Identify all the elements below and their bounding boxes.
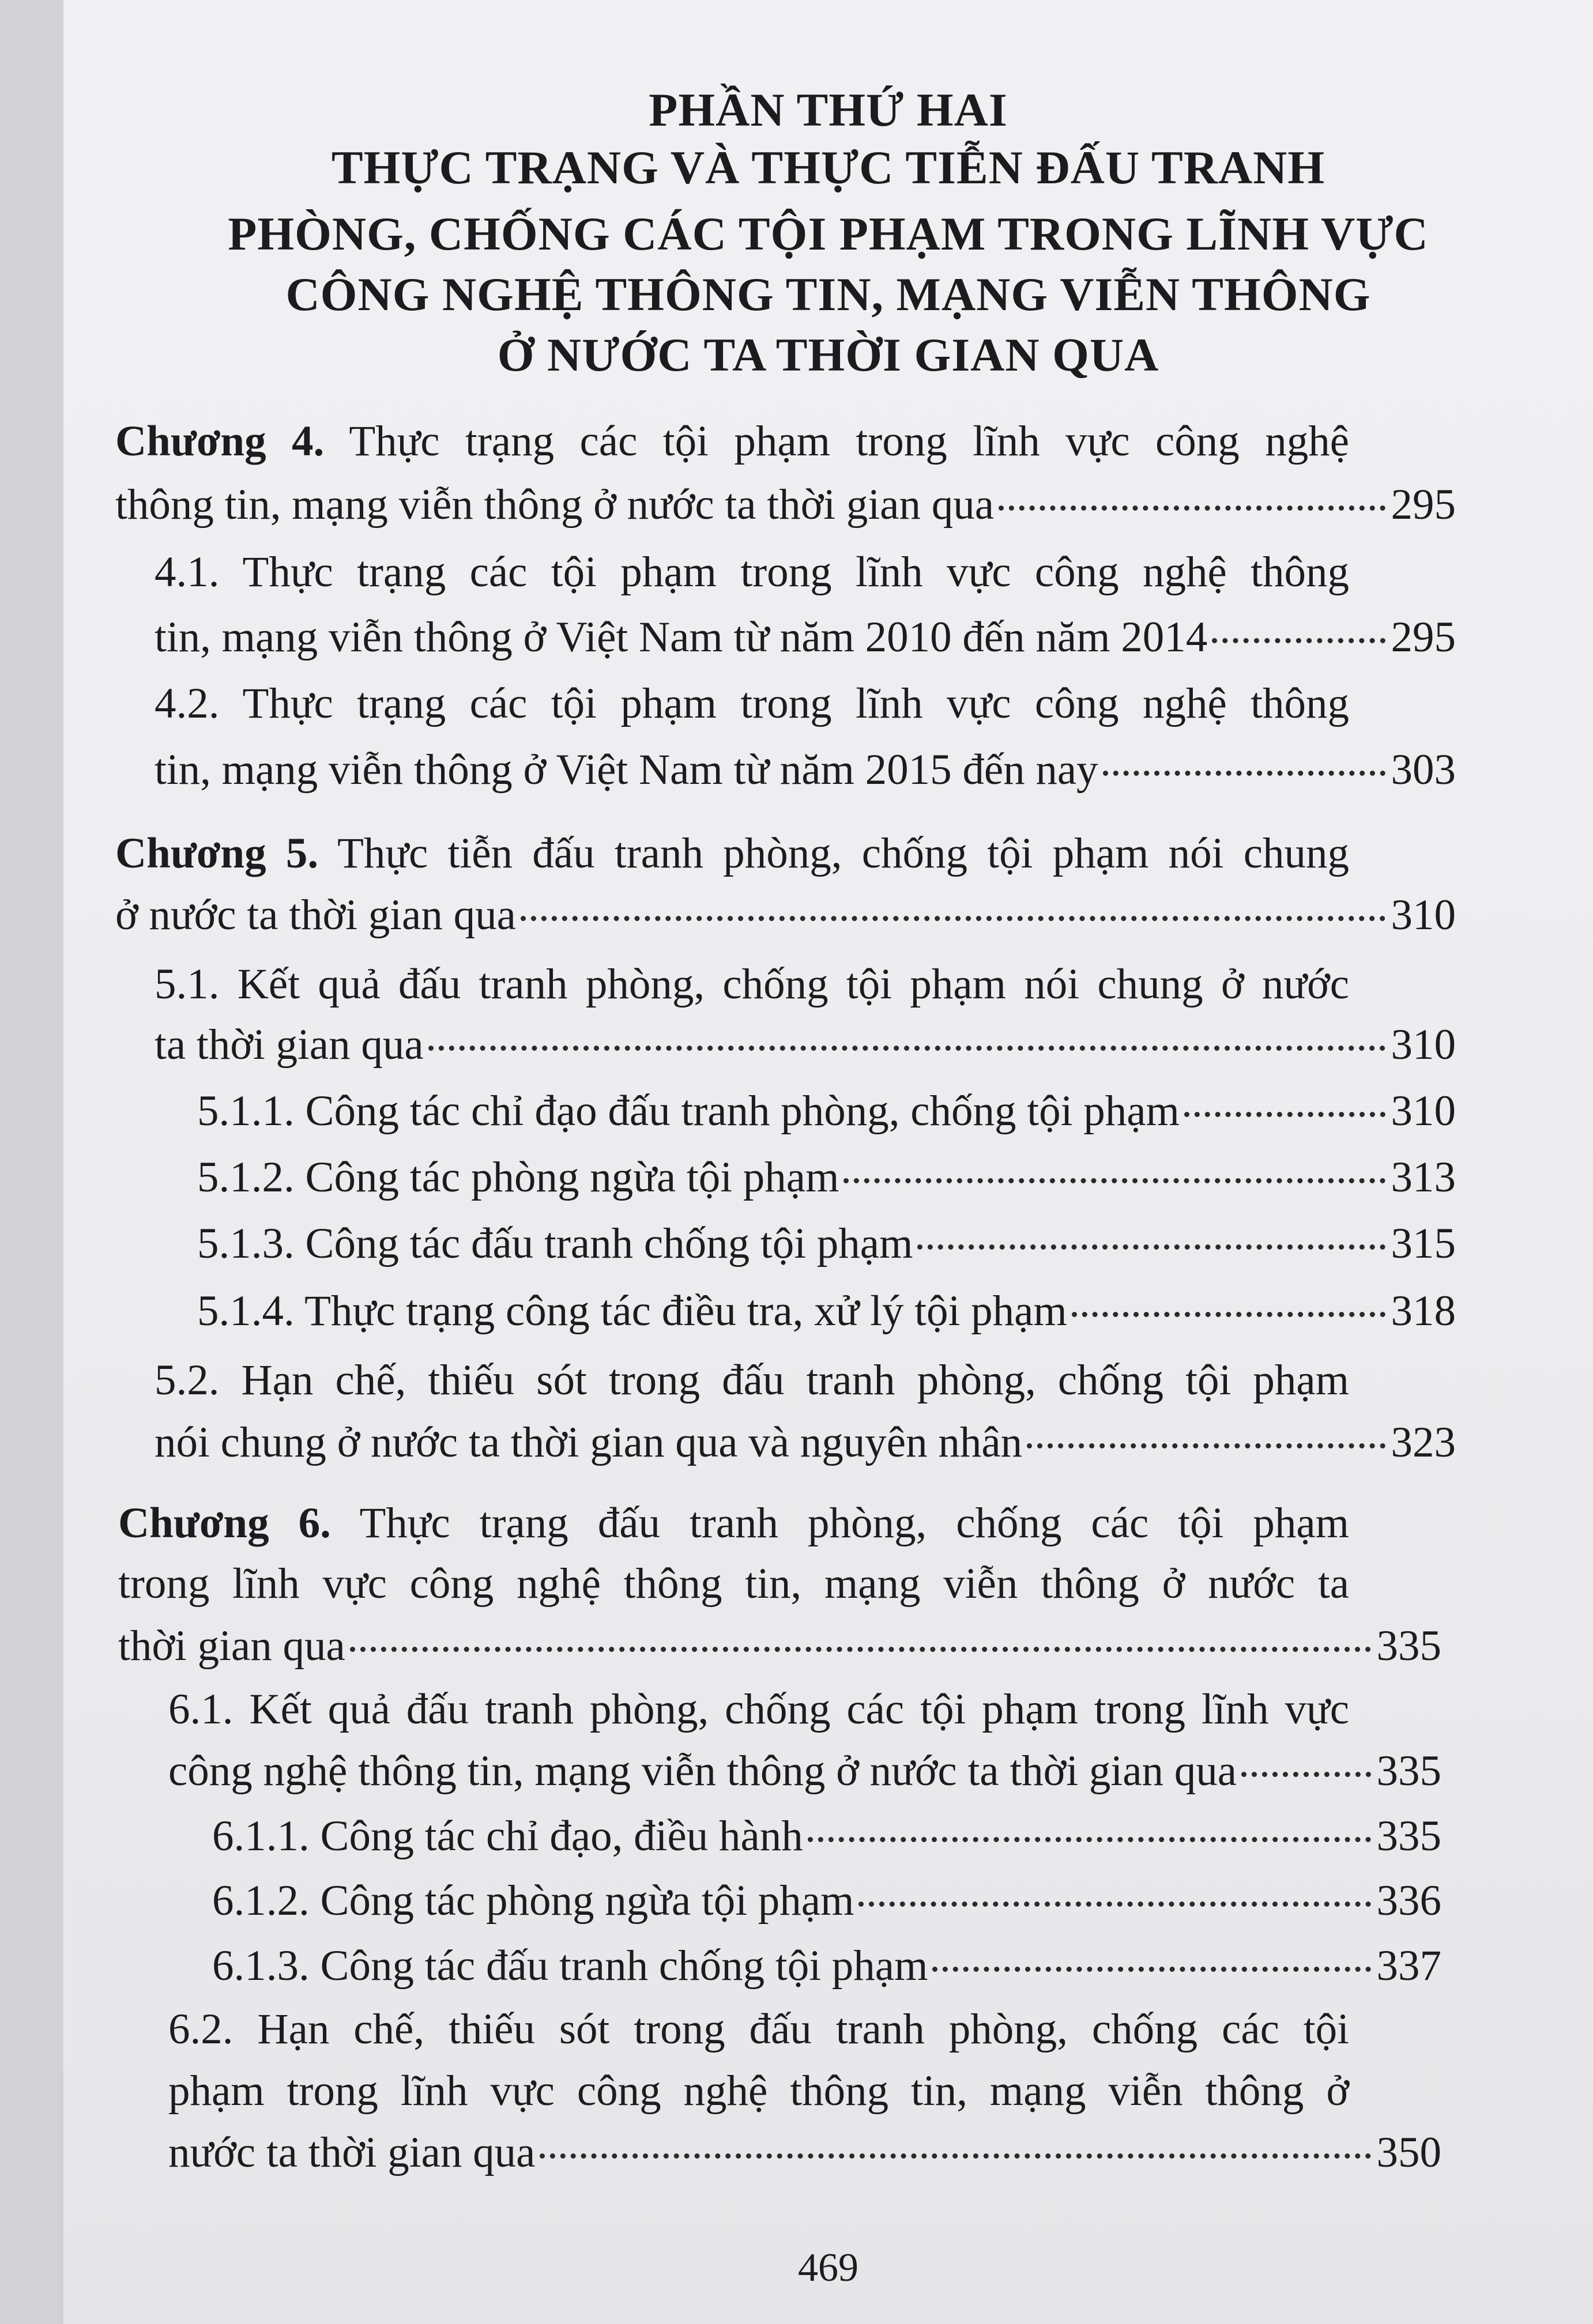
dot-leader: [843, 1178, 1385, 1183]
toc-entry-text: thông tin, mạng viễn thông ở nước ta thời gian qua: [115, 481, 994, 529]
toc-entry-text: 6.1.3. Công tác đấu tranh chống tội phạm: [212, 1942, 928, 1990]
toc-page-number: 323: [1391, 1418, 1456, 1466]
toc-chapter-5[interactable]: [115, 893, 1456, 937]
toc-subsection-5-1-3[interactable]: [197, 1222, 1456, 1265]
part-title: PHẦN THỨ HAI: [649, 84, 1008, 136]
toc-entry-text: 6.1.2. Công tác phòng ngừa tội phạm: [212, 1877, 854, 1925]
toc-subsection-6-1-3[interactable]: [212, 1942, 1441, 1990]
dot-leader: [1184, 1112, 1385, 1117]
toc-subsection-5-1-4[interactable]: [197, 1289, 1456, 1333]
toc-section-6-2-line-2[interactable]: phạm trong lĩnh vực công nghệ thông tin, mạng viễn thông ở: [168, 2067, 1349, 2115]
toc-page-number: 313: [1391, 1153, 1456, 1201]
toc-section-5-1-line-1[interactable]: 5.1. Kết quả đấu tranh phòng, chống tội phạm nói chung ở nước: [155, 960, 1349, 1008]
chapter-4-title: Thực trạng các tội phạm trong lĩnh vực công nghệ: [349, 417, 1349, 465]
toc-section-4-1-line-1[interactable]: 4.1. Thực trạng các tội phạm trong lĩnh vực công nghệ thông: [155, 548, 1349, 596]
toc-entry-text: công nghệ thông tin, mạng viễn thông ở nước ta thời gian qua: [168, 1747, 1237, 1795]
dot-leader: [999, 505, 1385, 511]
toc-section-6-1-line-1[interactable]: 6.1. Kết quả đấu tranh phòng, chống các tội phạm trong lĩnh vực: [168, 1685, 1349, 1733]
toc-section-6-2-line-1[interactable]: 6.2. Hạn chế, thiếu sót trong đấu tranh phòng, chống các tội: [168, 2005, 1349, 2053]
toc-page-number: 295: [1391, 481, 1456, 529]
toc-subsection-5-1-1[interactable]: [197, 1089, 1456, 1133]
dot-leader: [428, 1046, 1385, 1051]
toc-entry-text: ta thời gian qua: [155, 1021, 424, 1069]
toc-page-number: 295: [1391, 613, 1456, 661]
chapter-5-title: Thực tiễn đấu tranh phòng, chống tội phạm nói chung: [337, 829, 1349, 877]
toc-page-number: 310: [1391, 1021, 1456, 1069]
dot-leader: [1027, 1443, 1385, 1448]
toc-page-number: 310: [1391, 891, 1456, 939]
chapter-6-label: Chương 6.: [118, 1499, 331, 1547]
toc-chapter-6-line-2[interactable]: trong lĩnh vực công nghệ thông tin, mạng viễn thông ở nước ta: [118, 1560, 1349, 1608]
toc-section-6-2[interactable]: [168, 2131, 1441, 2174]
chapter-6-title: Thực trạng đấu tranh phòng, chống các tội phạm: [359, 1499, 1349, 1547]
toc-chapter-5-line-1[interactable]: [115, 829, 1349, 877]
dot-leader: [521, 916, 1385, 921]
toc-subsection-6-1-1[interactable]: [212, 1814, 1441, 1858]
chapter-5-label: Chương 5.: [115, 829, 319, 877]
toc-subsection-5-1-2[interactable]: [197, 1153, 1456, 1201]
toc-entry-text: tin, mạng viễn thông ở Việt Nam từ năm 2015 đến nay: [155, 746, 1098, 794]
toc-section-4-1[interactable]: [155, 613, 1456, 661]
toc-entry-text: 5.1.2. Công tác phòng ngừa tội phạm: [197, 1153, 839, 1201]
dot-leader: [350, 1647, 1371, 1652]
toc-entry-text: nước ta thời gian qua: [168, 2129, 536, 2176]
toc-subsection-6-1-2[interactable]: [212, 1877, 1441, 1925]
toc-section-6-1[interactable]: [168, 1749, 1441, 1793]
toc-chapter-4-line-1[interactable]: [115, 417, 1349, 465]
toc-chapter-4[interactable]: [115, 481, 1456, 529]
toc-page-number: 310: [1391, 1087, 1456, 1135]
toc-section-4-2[interactable]: [155, 746, 1456, 794]
part-subtitle-line-3: CÔNG NGHỆ THÔNG TIN, MẠNG VIỄN THÔNG: [285, 268, 1371, 320]
toc-page-number: 335: [1376, 1747, 1441, 1795]
toc-entry-text: 6.1.1. Công tác chỉ đạo, điều hành: [212, 1812, 803, 1860]
part-subtitle-line-1: THỰC TRẠNG VÀ THỰC TIỄN ĐẤU TRANH: [331, 141, 1325, 194]
dot-leader: [1103, 771, 1385, 776]
dot-leader: [1241, 1772, 1370, 1777]
toc-chapter-6-line-1[interactable]: [118, 1501, 1349, 1545]
toc-page-number: 337: [1376, 1942, 1441, 1990]
toc-entry-text: nói chung ở nước ta thời gian qua và nguyên nhân: [155, 1418, 1023, 1466]
dot-leader: [808, 1837, 1371, 1842]
part-subtitle-line-2: PHÒNG, CHỐNG CÁC TỘI PHẠM TRONG LĨNH VỰC: [228, 207, 1429, 260]
toc-entry-text: 5.1.1. Công tác chỉ đạo đấu tranh phòng, chống tội phạm: [197, 1087, 1180, 1135]
toc-section-5-1[interactable]: [155, 1021, 1456, 1069]
toc-entry-text: tin, mạng viễn thông ở Việt Nam từ năm 2010 đến năm 2014: [155, 613, 1208, 661]
toc-page-number: 350: [1376, 2129, 1441, 2176]
toc-entry-text: thời gian qua: [118, 1622, 345, 1670]
toc-section-4-2-line-1[interactable]: 4.2. Thực trạng các tội phạm trong lĩnh vực công nghệ thông: [155, 680, 1349, 727]
toc-page-number: 315: [1391, 1220, 1456, 1267]
toc-chapter-6[interactable]: [118, 1622, 1441, 1670]
footer-page-number: 469: [798, 2246, 858, 2290]
toc-page-number: 335: [1376, 1812, 1441, 1860]
part-subtitle-line-4: Ở NƯỚC TA THỜI GIAN QUA: [497, 329, 1159, 381]
toc-page-number: 318: [1391, 1287, 1456, 1335]
toc-page-number: 335: [1376, 1622, 1441, 1670]
toc-section-5-2-line-1[interactable]: 5.2. Hạn chế, thiếu sót trong đấu tranh phòng, chống tội phạm: [155, 1356, 1349, 1404]
toc-entry-text: 5.1.3. Công tác đấu tranh chống tội phạm: [197, 1220, 913, 1267]
chapter-4-label: Chương 4.: [115, 417, 325, 465]
toc-entry-text: ở nước ta thời gian qua: [115, 891, 516, 939]
toc-page-number: 336: [1376, 1877, 1441, 1925]
dot-leader: [1212, 638, 1385, 643]
dot-leader: [858, 1902, 1370, 1907]
toc-entry-text: 5.1.4. Thực trạng công tác điều tra, xử lý tội phạm: [197, 1287, 1067, 1335]
dot-leader: [540, 2153, 1370, 2159]
toc-section-5-2[interactable]: [155, 1418, 1456, 1466]
toc-page-number: 303: [1391, 746, 1456, 794]
dot-leader: [1072, 1312, 1385, 1317]
dot-leader: [917, 1244, 1385, 1250]
dot-leader: [932, 1967, 1370, 1972]
